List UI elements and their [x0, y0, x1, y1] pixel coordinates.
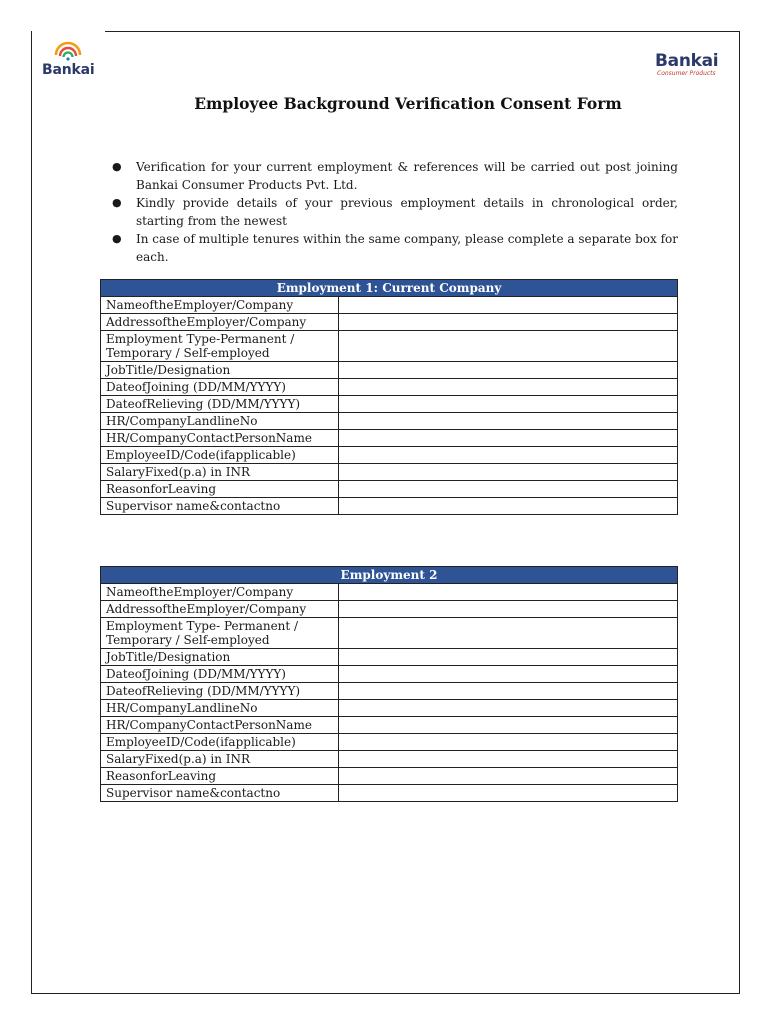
employment-type-field[interactable]	[339, 331, 678, 362]
employer-address-field[interactable]	[339, 601, 678, 618]
date-of-joining-field[interactable]	[339, 379, 678, 396]
logo-right-subtext: Consumer Products	[657, 70, 716, 77]
logo-right-brand: Bankai	[655, 52, 719, 71]
field-label: Employment Type- Permanent / Temporary / Self-employed	[101, 618, 339, 649]
salary-field[interactable]	[339, 751, 678, 768]
date-of-relieving-field[interactable]	[339, 396, 678, 413]
supervisor-contact-field[interactable]	[339, 498, 678, 515]
instruction-item: ● Verification for your current employment & references will be carried out post joining Bankai Consumer Products Pvt. Ltd.	[112, 160, 678, 192]
field-label: DateofRelieving (DD/MM/YYYY)	[101, 683, 339, 700]
table-row	[101, 785, 678, 802]
bankai-logo-left	[40, 41, 98, 83]
table-row	[101, 379, 678, 396]
field-label: EmployeeID/Code(ifapplicable)	[101, 447, 339, 464]
field-label: Employment Type-Permanent / Temporary / Self-employed	[101, 331, 339, 362]
field-label: HR/CompanyContactPersonName	[101, 430, 339, 447]
field-label: NameoftheEmployer/Company	[101, 297, 339, 314]
rainbow-arc-icon	[53, 41, 83, 63]
employment-2-heading: Employment 2	[101, 567, 678, 584]
table-row	[101, 396, 678, 413]
field-label: ReasonforLeaving	[101, 768, 339, 785]
job-title-field[interactable]	[339, 362, 678, 379]
table-row	[101, 413, 678, 430]
table-row	[101, 751, 678, 768]
table-row	[101, 666, 678, 683]
field-label: AddressoftheEmployer/Company	[101, 601, 339, 618]
hr-contact-name-field[interactable]	[339, 430, 678, 447]
hr-contact-name-field[interactable]	[339, 717, 678, 734]
table-row	[101, 618, 678, 649]
table-row	[101, 314, 678, 331]
field-label: ReasonforLeaving	[101, 481, 339, 498]
table-row	[101, 700, 678, 717]
field-label: EmployeeID/Code(ifapplicable)	[101, 734, 339, 751]
employment-1-table	[100, 279, 678, 515]
date-of-relieving-field[interactable]	[339, 683, 678, 700]
field-label: JobTitle/Designation	[101, 362, 339, 379]
field-label: HR/CompanyLandlineNo	[101, 700, 339, 717]
supervisor-contact-field[interactable]	[339, 785, 678, 802]
field-label: DateofJoining (DD/MM/YYYY)	[101, 379, 339, 396]
table-row	[101, 683, 678, 700]
page-title: Employee Background Verification Consent Form	[194, 94, 622, 113]
table-row	[101, 601, 678, 618]
field-label: Supervisor name&contactno	[101, 785, 339, 802]
field-label: HR/CompanyContactPersonName	[101, 717, 339, 734]
field-label: HR/CompanyLandlineNo	[101, 413, 339, 430]
employment-1-heading: Employment 1: Current Company	[101, 280, 678, 297]
employer-name-field[interactable]	[339, 297, 678, 314]
instruction-item: ● In case of multiple tenures within the same company, please complete a separate box for each.	[112, 232, 678, 264]
employment-type-field[interactable]	[339, 618, 678, 649]
employer-address-field[interactable]	[339, 314, 678, 331]
salary-field[interactable]	[339, 464, 678, 481]
instruction-list	[112, 158, 678, 266]
table-row	[101, 734, 678, 751]
job-title-field[interactable]	[339, 649, 678, 666]
table-row	[101, 297, 678, 314]
field-label: SalaryFixed(p.a) in INR	[101, 751, 339, 768]
bullet-icon: ●	[112, 232, 122, 245]
table-row	[101, 362, 678, 379]
bullet-icon: ●	[112, 160, 122, 173]
bullet-icon: ●	[112, 196, 122, 209]
table-row	[101, 584, 678, 601]
field-label: Supervisor name&contactno	[101, 498, 339, 515]
field-label: DateofRelieving (DD/MM/YYYY)	[101, 396, 339, 413]
reason-for-leaving-field[interactable]	[339, 768, 678, 785]
top-rule	[105, 31, 739, 32]
field-label: JobTitle/Designation	[101, 649, 339, 666]
corner-stub	[31, 31, 32, 43]
table-row	[101, 447, 678, 464]
table-row	[101, 717, 678, 734]
table-row	[101, 481, 678, 498]
employer-name-field[interactable]	[339, 584, 678, 601]
table-row	[101, 430, 678, 447]
field-label: NameoftheEmployer/Company	[101, 584, 339, 601]
instruction-item: ● Kindly provide details of your previous employment details in chronological order, starting from the newest	[112, 196, 678, 228]
hr-landline-field[interactable]	[339, 413, 678, 430]
bankai-logo-right	[655, 52, 725, 82]
table-row	[101, 331, 678, 362]
field-label: SalaryFixed(p.a) in INR	[101, 464, 339, 481]
employment-2-table	[100, 566, 678, 802]
field-label: DateofJoining (DD/MM/YYYY)	[101, 666, 339, 683]
reason-for-leaving-field[interactable]	[339, 481, 678, 498]
table-row	[101, 464, 678, 481]
logo-left-text: Bankai	[42, 62, 95, 78]
field-label: AddressoftheEmployer/Company	[101, 314, 339, 331]
hr-landline-field[interactable]	[339, 700, 678, 717]
employee-id-field[interactable]	[339, 447, 678, 464]
table-row	[101, 649, 678, 666]
date-of-joining-field[interactable]	[339, 666, 678, 683]
table-row	[101, 768, 678, 785]
employee-id-field[interactable]	[339, 734, 678, 751]
table-row	[101, 498, 678, 515]
